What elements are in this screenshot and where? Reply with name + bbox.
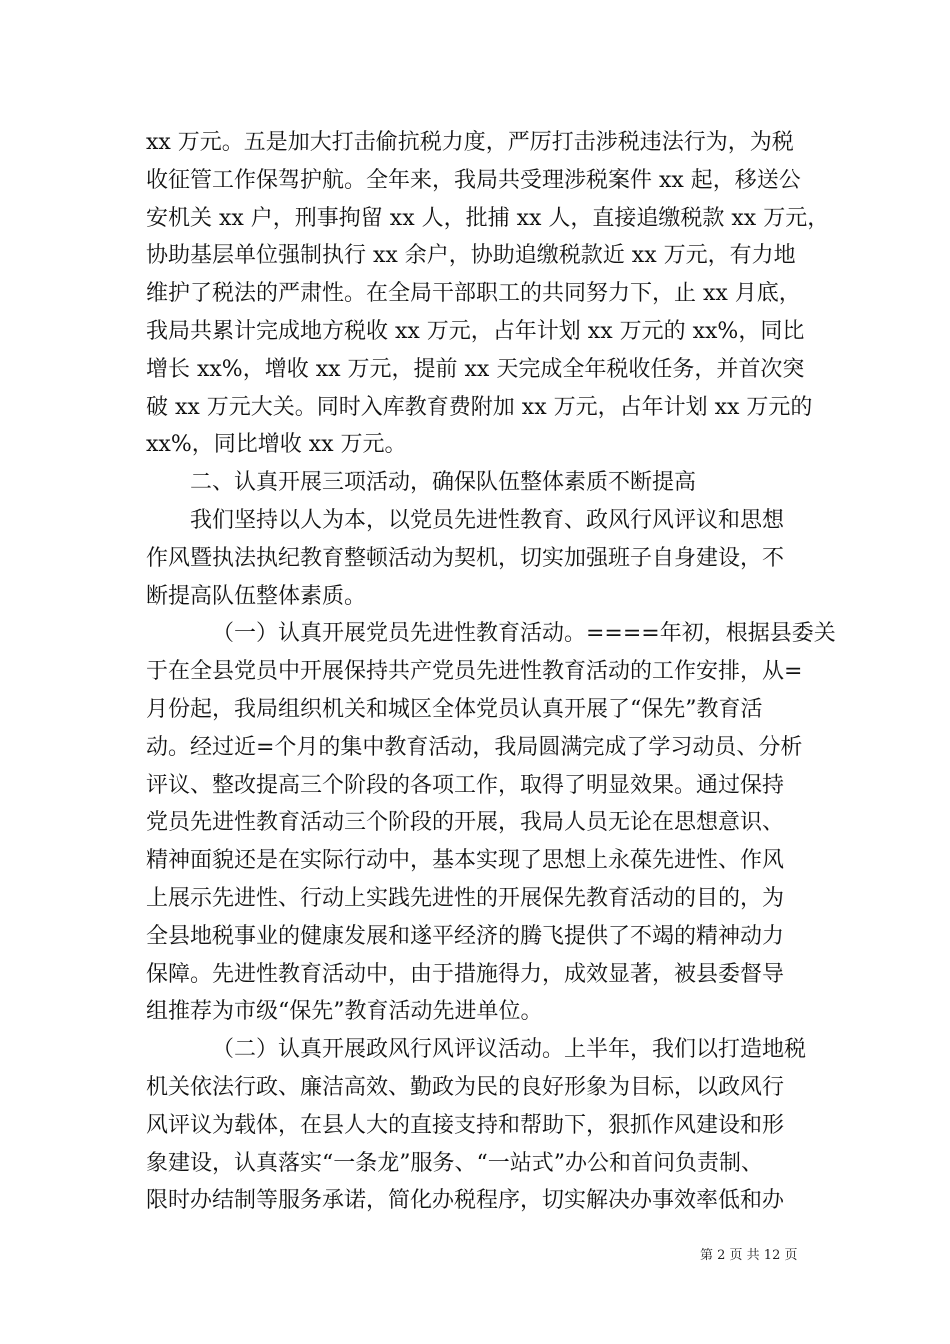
text-line: 我们坚持以人为本，以党员先进性教育、政风行风评议和思想 [190,507,785,533]
text-line: 机关依法行政、廉洁高效、勤政为民的良好形象为目标，以政风行 [146,1074,785,1100]
text-line: 全县地税事业的健康发展和遂平经济的腾飞提供了不竭的精神动力 [146,923,785,949]
text-line: 动。经过近=个月的集中教育活动，我局圆满完成了学习动员、分析 [146,734,803,760]
text-line: 评议、整改提高三个阶段的各项工作，取得了明显效果。通过保持 [146,772,785,798]
document-body [146,124,836,1220]
text-line: 增长 xx%，增收 xx 万元，提前 xx 天完成全年税收任务，并首次突 [146,356,805,382]
text-line: 维护了税法的严肃性。在全局干部职工的共同努力下，止 xx 月底， [146,281,801,307]
text-line: 月份起，我局组织机关和城区全体党员认真开展了“保先”教育活 [146,696,763,722]
subsection-heading: （一）认真开展党员先进性教育活动。====年初，根据县委关 [212,621,836,647]
page-number: 第 2 页 共 12 页 [700,1248,798,1263]
section-heading: 二、认真开展三项活动，确保队伍整体素质不断提高 [190,470,697,496]
text-line: 安机关 xx 户，刑事拘留 xx 人，批捕 xx 人，直接追缴税款 xx 万元， [146,205,830,231]
text-line: 组推荐为市级“保先”教育活动先进单位。 [146,999,543,1025]
text-line: 风评议为载体，在县人大的直接支持和帮助下，狠抓作风建设和形 [146,1112,785,1138]
text-line: xx 万元。五是加大打击偷抗税力度，严厉打击涉税违法行为，为税 [146,130,794,155]
text-line: xx%，同比增收 xx 万元。 [146,432,407,458]
text-line: 协助基层单位强制执行 xx 余户，协助追缴税款近 xx 万元，有力地 [146,243,796,269]
subsection-heading: （二）认真开展政风行风评议活动。上半年，我们以打造地税 [212,1037,807,1063]
text-line: 上展示先进性、行动上实践先进性的开展保先教育活动的目的，为 [146,885,785,911]
text-line: 我局共累计完成地方税收 xx 万元，占年计划 xx 万元的 xx%，同比 [146,318,805,344]
text-line: 于在全县党员中开展保持共产党员先进性教育活动的工作安排，从= [146,659,803,685]
text-line: 断提高队伍整体素质。 [146,583,367,609]
text-line: 党员先进性教育活动三个阶段的开展，我局人员无论在思想意识、 [146,810,785,836]
text-line: 限时办结制等服务承诺，简化办税程序，切实解决办事效率低和办 [146,1188,785,1214]
text-line: 收征管工作保驾护航。全年来，我局共受理涉税案件 xx 起，移送公 [146,167,801,193]
text-line: 作风暨执法执纪教育整顿活动为契机，切实加强班子自身建设，不 [146,545,785,571]
text-line: 保障。先进性教育活动中，由于措施得力，成效显著，被县委督导 [146,961,785,987]
text-line: 象建设，认真落实“一条龙”服务、“一站式”办公和首问负责制、 [146,1150,763,1176]
text-line: 破 xx 万元大关。同时入库教育费附加 xx 万元，占年计划 xx 万元的 [146,394,813,420]
text-line: 精神面貌还是在实际行动中，基本实现了思想上永葆先进性、作风 [146,848,785,874]
